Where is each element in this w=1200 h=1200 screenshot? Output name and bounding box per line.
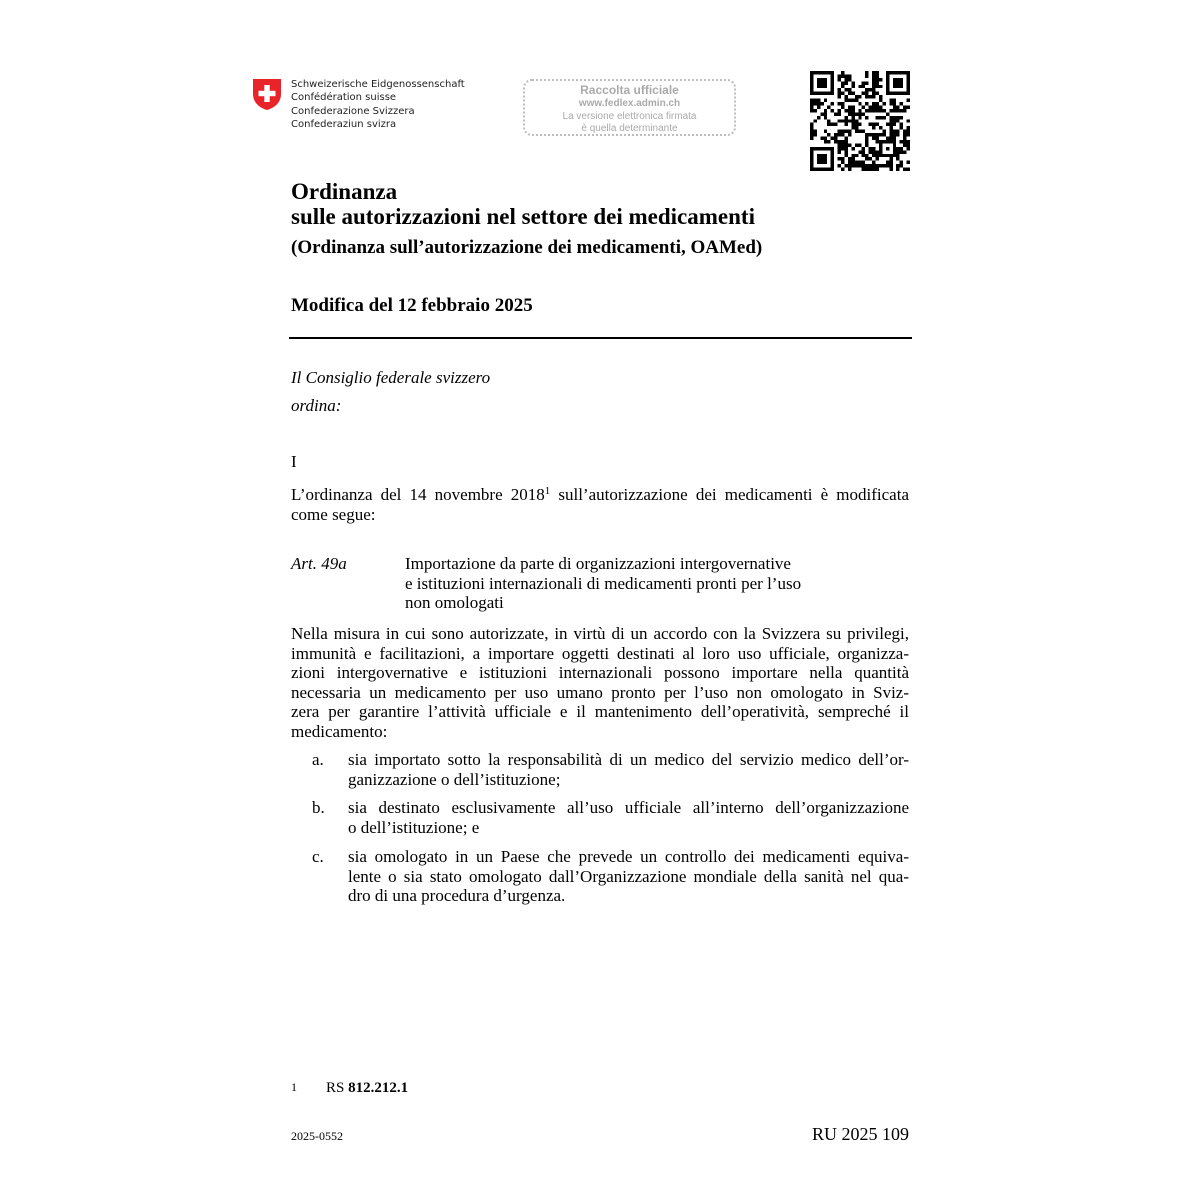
footnote-ref[interactable]: 1 — [544, 485, 551, 497]
title-line-2: sulle autorizzazioni nel settore dei medicamenti — [291, 204, 755, 229]
article-title-line: Importazione da parte di organizzazioni intergovernative — [405, 554, 791, 573]
paragraph-line: Nella misura in cui sono autorizzate, in virtù di un accordo con la Svizzera su privilegi, — [291, 624, 909, 643]
federation-name-it: Confederazione Svizzera — [291, 105, 415, 117]
list-item-line: dro di una procedura d’urgenza. — [348, 886, 566, 905]
document-number: 2025-0552 — [291, 1129, 343, 1143]
intro-text-end: sull’autorizzazione dei medicamenti è modificata — [550, 485, 909, 504]
paragraph-line: immunità e facilitazioni, a importare oggetti destinati al loro uso ufficiale, organizza- — [291, 643, 909, 663]
paragraph-line: zera per garantire l’attività ufficiale e il mantenimento dell’operatività, sempreché il — [291, 702, 909, 721]
list-item-line: o dell’istituzione; e — [348, 817, 480, 837]
paragraph-line: necessaria un medicamento per uso umano pronto per l’uso non omologato in Sviz- — [291, 682, 909, 702]
footnote-reference: 812.212.1 — [348, 1080, 409, 1096]
intro-line-1 — [291, 485, 909, 505]
list-item-line: sia destinato esclusivamente all’uso ufficiale all’interno dell’organizzazione — [348, 798, 909, 817]
stamp-note-2: è quella determinante — [581, 123, 678, 134]
article-paragraph — [291, 624, 909, 741]
list-item-line: lente o sia stato omologato dall’Organizzazione mondiale della sanità nel qua- — [348, 866, 909, 886]
intro-text — [291, 485, 909, 524]
ordina-label: ordina: — [291, 396, 342, 415]
stamp-note-1: La versione elettronica firmata — [562, 111, 697, 122]
article-label: Art. 49a — [291, 554, 347, 573]
list-item — [348, 750, 909, 789]
list-item — [348, 798, 909, 837]
federal-council: Il Consiglio federale svizzero — [291, 368, 491, 387]
list-item-line: sia importato sotto la responsabilità di un medico del servizio medico dell’or- — [348, 750, 909, 769]
intro-text-start: L’ordinanza del 14 novembre 2018 — [291, 485, 545, 504]
paragraph-line: medicamento: — [291, 721, 388, 741]
official-collection-reference: RU 2025 109 — [811, 1124, 909, 1144]
stamp-title: Raccolta ufficiale — [580, 83, 679, 97]
footnote-prefix: RS — [326, 1080, 349, 1096]
title-line-1: Ordinanza — [291, 179, 398, 204]
list-item-line: sia omologato in un Paese che prevede un controllo dei medicamenti equiva- — [348, 847, 909, 866]
federation-name-fr: Confédération suisse — [291, 92, 397, 104]
intro-line-2: come segue: — [291, 504, 376, 524]
swiss-crest-icon — [252, 78, 282, 111]
article-title — [405, 554, 801, 613]
footnote-text — [326, 1079, 408, 1098]
federation-name-rm: Confederaziun svizra — [291, 118, 397, 130]
footnote-number: 1 — [291, 1080, 297, 1094]
list-item — [348, 847, 909, 906]
title-short-name: (Ordinanza sull’autorizzazione dei medicamenti, OAMed) — [291, 237, 763, 258]
list-item-letter: a. — [312, 750, 324, 769]
qr-code-icon — [810, 70, 910, 172]
article-title-line: e istituzioni internazionali di medicamenti pronti per l’uso — [405, 573, 802, 593]
stamp-url: www.fedlex.admin.ch — [578, 98, 681, 109]
list-item-letter: b. — [312, 798, 325, 817]
federation-name-de: Schweizerische Eidgenossenschaft — [291, 79, 465, 90]
list-item-line: ganizzazione o dell’istituzione; — [348, 769, 561, 789]
title-divider — [289, 337, 912, 339]
federation-names — [291, 78, 465, 131]
section-number: I — [291, 452, 297, 471]
list-item-letter: c. — [312, 847, 324, 866]
article-title-line: non omologati — [405, 593, 504, 612]
official-collection-stamp — [523, 79, 736, 136]
paragraph-line: zioni intergovernative e istituzioni internazionali possono importare nella quantità — [291, 663, 909, 682]
amendment-date: Modifica del 12 febbraio 2025 — [291, 295, 533, 316]
